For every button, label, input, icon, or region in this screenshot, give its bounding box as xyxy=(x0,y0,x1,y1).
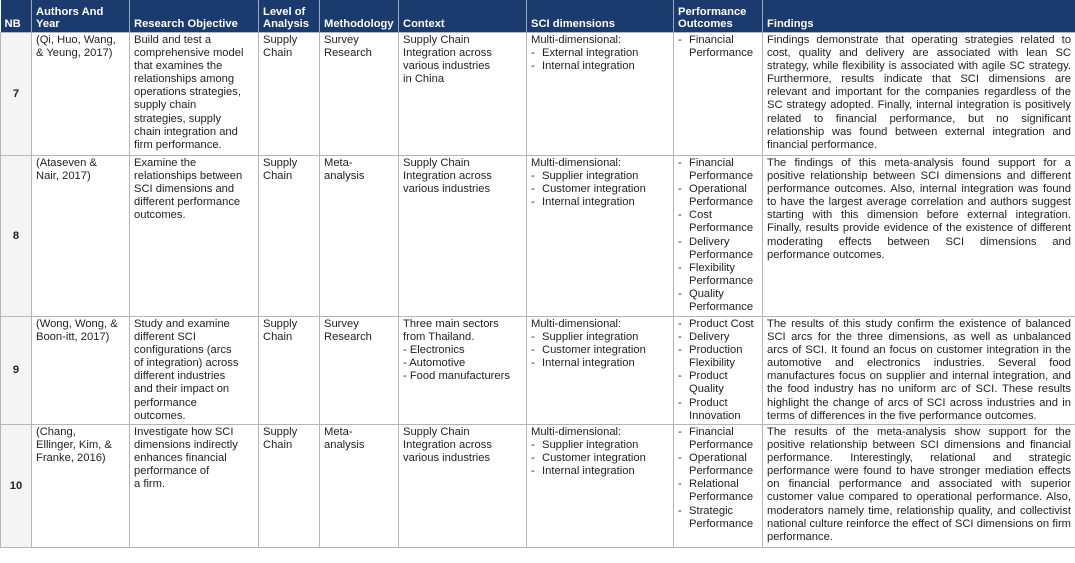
performance-item: - Quality Performance xyxy=(678,288,758,314)
sci-item: - Internal integration xyxy=(531,357,669,370)
row-number: 9 xyxy=(1,317,32,425)
objective-line: outcomes. xyxy=(134,409,186,422)
authors-cell xyxy=(32,425,130,548)
authors-line: (Qi, Huo, Wang, xyxy=(36,34,116,46)
level-line: Chain xyxy=(263,47,293,60)
objective-line: firm performance. xyxy=(134,138,222,151)
level-line: Chain xyxy=(263,170,293,183)
context-line: in China xyxy=(403,73,445,86)
objective-line: Examine the xyxy=(134,157,197,169)
methodology-line: Research xyxy=(324,47,372,60)
methodology-line: analysis xyxy=(324,170,365,183)
authors-line: Nair, 2017) xyxy=(36,170,91,183)
findings-cell: Findings demonstrate that operating strategies related to cost, quality and delivery are associated with lean SC strategy, while flexibility is associated with agile SC strategy. Furthermore, results indicate that SCI dimensions are relevant and important for the companies regardless of the SC strategy adopted. Finally, internal integration is positively related to financial performance, but no significant relationship was found between external integration and financial performance. xyxy=(763,33,1075,156)
objective-line: configurations (arcs xyxy=(134,344,232,357)
level-line: Supply xyxy=(263,426,298,438)
sci-title: Multi-dimensional: xyxy=(531,34,622,46)
performance-item: - Delivery Performance xyxy=(678,236,758,262)
sci-title: Multi-dimensional: xyxy=(531,157,622,169)
context-line: from Thailand. xyxy=(403,331,475,344)
methodology-cell xyxy=(320,425,399,548)
level-line: Supply xyxy=(263,318,298,330)
performance-cell xyxy=(674,317,763,425)
authors-line: (Wong, Wong, & xyxy=(36,318,118,330)
performance-item: - Production Flexibility xyxy=(678,344,758,370)
header-context: Context xyxy=(399,0,527,33)
objective-line: of integration) across xyxy=(134,357,239,370)
performance-item: - Product Quality xyxy=(678,370,758,396)
sci-item: - External integration xyxy=(531,47,669,60)
objective-line: relationships among xyxy=(134,73,235,86)
context-line: Integration across xyxy=(403,439,492,452)
methodology-line: Research xyxy=(324,331,372,344)
sci-item: - Customer integration xyxy=(531,344,669,357)
objective-line: a firm. xyxy=(134,478,166,491)
level-line: Supply xyxy=(263,34,298,46)
performance-item: - Operational Performance xyxy=(678,452,758,478)
sci-item: - Internal integration xyxy=(531,465,669,478)
row-number: 8 xyxy=(1,156,32,317)
objective-line: different performance xyxy=(134,196,241,209)
context-line: various industries xyxy=(403,60,491,73)
authors-line: (Chang, xyxy=(36,426,76,438)
context-cell xyxy=(399,33,527,156)
performance-cell xyxy=(674,156,763,317)
header-performance: Performance Outcomes xyxy=(674,0,763,33)
row-number: 7 xyxy=(1,33,32,156)
context-line: Supply Chain xyxy=(403,426,470,438)
header-nb: NB xyxy=(1,0,32,33)
level-cell xyxy=(259,317,320,425)
level-line: Chain xyxy=(263,331,293,344)
context-cell xyxy=(399,425,527,548)
findings-cell: The results of the meta-analysis show support for the positive relationship between SCI dimensions and financial performance. Interestingly, relational and strategic performance were found to have stronger mediation effects on financial performance and associated with superior customer value compared to operational performance. Also, moderators namely time, relationship quality, and collectivist national culture reinforce the effect of SCI dimensions on firm performance. xyxy=(763,425,1075,548)
findings-cell: The findings of this meta-analysis found support for a positive relationship between SCI dimensions and different performance outcomes. Also, internal integration was found to have the largest average correlation and authors suggest starting with this dimension before external integration. Finally, results provide evidence of the existence of different moderating effects between SCI dimensions and performance outcomes. xyxy=(763,156,1075,317)
row-number: 10 xyxy=(1,425,32,548)
header-authors: Authors And Year xyxy=(32,0,130,33)
objective-cell xyxy=(130,156,259,317)
objective-line: operations strategies, xyxy=(134,86,241,99)
table-row xyxy=(1,33,1075,156)
header-methodology: Methodology xyxy=(320,0,399,33)
methodology-cell xyxy=(320,33,399,156)
sci-item: - Internal integration xyxy=(531,196,669,209)
objective-line: dimensions indirectly xyxy=(134,439,238,452)
objective-line: relationships between xyxy=(134,170,243,183)
sci-dimensions-cell xyxy=(527,317,674,425)
performance-item: - Delivery xyxy=(678,331,758,344)
table-row xyxy=(1,156,1075,317)
sci-item: - Supplier integration xyxy=(531,170,669,183)
authors-cell xyxy=(32,33,130,156)
methodology-line: Meta- xyxy=(324,426,353,438)
objective-line: comprehensive model xyxy=(134,47,244,60)
authors-line: Boon-itt, 2017) xyxy=(36,331,110,344)
sci-item: - Internal integration xyxy=(531,60,669,73)
performance-item: - Flexibility Performance xyxy=(678,262,758,288)
performance-item: - Financial Performance xyxy=(678,157,758,183)
objective-line: Investigate how SCI xyxy=(134,426,234,438)
level-cell xyxy=(259,425,320,548)
authors-line: Franke, 2016) xyxy=(36,452,106,465)
objective-line: Study and examine xyxy=(134,318,230,330)
performance-item: - Financial Performance xyxy=(678,426,758,452)
header-sci-dimensions: SCI dimensions xyxy=(527,0,674,33)
header-level: Level of Analysis xyxy=(259,0,320,33)
performance-item: - Product Innovation xyxy=(678,397,758,423)
objective-line: performance xyxy=(134,396,197,409)
table-row xyxy=(1,317,1075,425)
authors-cell xyxy=(32,317,130,425)
level-line: Supply xyxy=(263,157,298,169)
performance-item: - Financial Performance xyxy=(678,34,758,60)
methodology-cell xyxy=(320,317,399,425)
context-line: Supply Chain xyxy=(403,34,470,46)
authors-cell xyxy=(32,156,130,317)
performance-cell xyxy=(674,33,763,156)
context-line: - Electronics xyxy=(403,344,465,357)
context-line: - Automotive xyxy=(403,357,466,370)
objective-line: strategies, supply xyxy=(134,112,222,125)
methodology-line: Meta- xyxy=(324,157,353,169)
methodology-cell xyxy=(320,156,399,317)
objective-line: chain integration and xyxy=(134,125,238,138)
sci-item: - Customer integration xyxy=(531,183,669,196)
performance-item: - Relational Performance xyxy=(678,478,758,504)
performance-item: - Operational Performance xyxy=(678,183,758,209)
context-line: - Food manufacturers xyxy=(403,370,510,383)
performance-cell xyxy=(674,425,763,548)
objective-line: Build and test a xyxy=(134,34,212,46)
context-line: Integration across xyxy=(403,47,492,60)
context-line: Integration across xyxy=(403,170,492,183)
table-row xyxy=(1,425,1075,548)
methodology-line: Survey xyxy=(324,34,359,46)
header-objective: Research Objective xyxy=(130,0,259,33)
sci-item: - Supplier integration xyxy=(531,439,669,452)
objective-cell xyxy=(130,425,259,548)
objective-line: outcomes. xyxy=(134,209,186,222)
performance-item: - Cost Performance xyxy=(678,209,758,235)
sci-dimensions-cell xyxy=(527,33,674,156)
objective-line: enhances financial xyxy=(134,452,227,465)
objective-line: that examines the xyxy=(134,60,223,73)
objective-line: and their impact on xyxy=(134,383,230,396)
sci-item: - Supplier integration xyxy=(531,331,669,344)
findings-cell: The results of this study confirm the existence of balanced SCI arcs for the three dimensions, as well as unbalanced arcs of SCI. It found an focus on customer integration in the automotive and electronics industries. Several food manufactures focus on supplier and internal integration, and the food industry has no uniform arc of SCI. These results highlight the change of arcs of SCI across industries and in terms of differences in the five performance outcomes. xyxy=(763,317,1075,425)
performance-item: - Strategic Performance xyxy=(678,505,758,531)
sci-title: Multi-dimensional: xyxy=(531,426,622,438)
authors-line: & Yeung, 2017) xyxy=(36,47,113,60)
objective-cell xyxy=(130,317,259,425)
sci-dimensions-cell xyxy=(527,425,674,548)
objective-line: SCI dimensions and xyxy=(134,183,235,196)
sci-dimensions-cell xyxy=(527,156,674,317)
context-line: Three main sectors xyxy=(403,318,499,330)
authors-line: Ellinger, Kim, & xyxy=(36,439,112,452)
sci-title: Multi-dimensional: xyxy=(531,318,622,330)
performance-item: - Product Cost xyxy=(678,318,758,331)
header-findings: Findings xyxy=(763,0,1075,33)
context-cell xyxy=(399,156,527,317)
objective-line: performance of xyxy=(134,465,210,478)
objective-line: different industries xyxy=(134,370,226,383)
context-cell xyxy=(399,317,527,425)
objective-line: supply chain xyxy=(134,99,197,112)
context-line: Supply Chain xyxy=(403,157,470,169)
context-line: various industries xyxy=(403,452,491,465)
header-row xyxy=(1,0,1075,33)
context-line: various industries xyxy=(403,183,491,196)
level-cell xyxy=(259,33,320,156)
authors-line: (Ataseven & xyxy=(36,157,97,169)
methodology-line: analysis xyxy=(324,439,365,452)
objective-line: different SCI xyxy=(134,331,196,344)
objective-cell xyxy=(130,33,259,156)
methodology-line: Survey xyxy=(324,318,359,330)
level-cell xyxy=(259,156,320,317)
sci-item: - Customer integration xyxy=(531,452,669,465)
level-line: Chain xyxy=(263,439,293,452)
